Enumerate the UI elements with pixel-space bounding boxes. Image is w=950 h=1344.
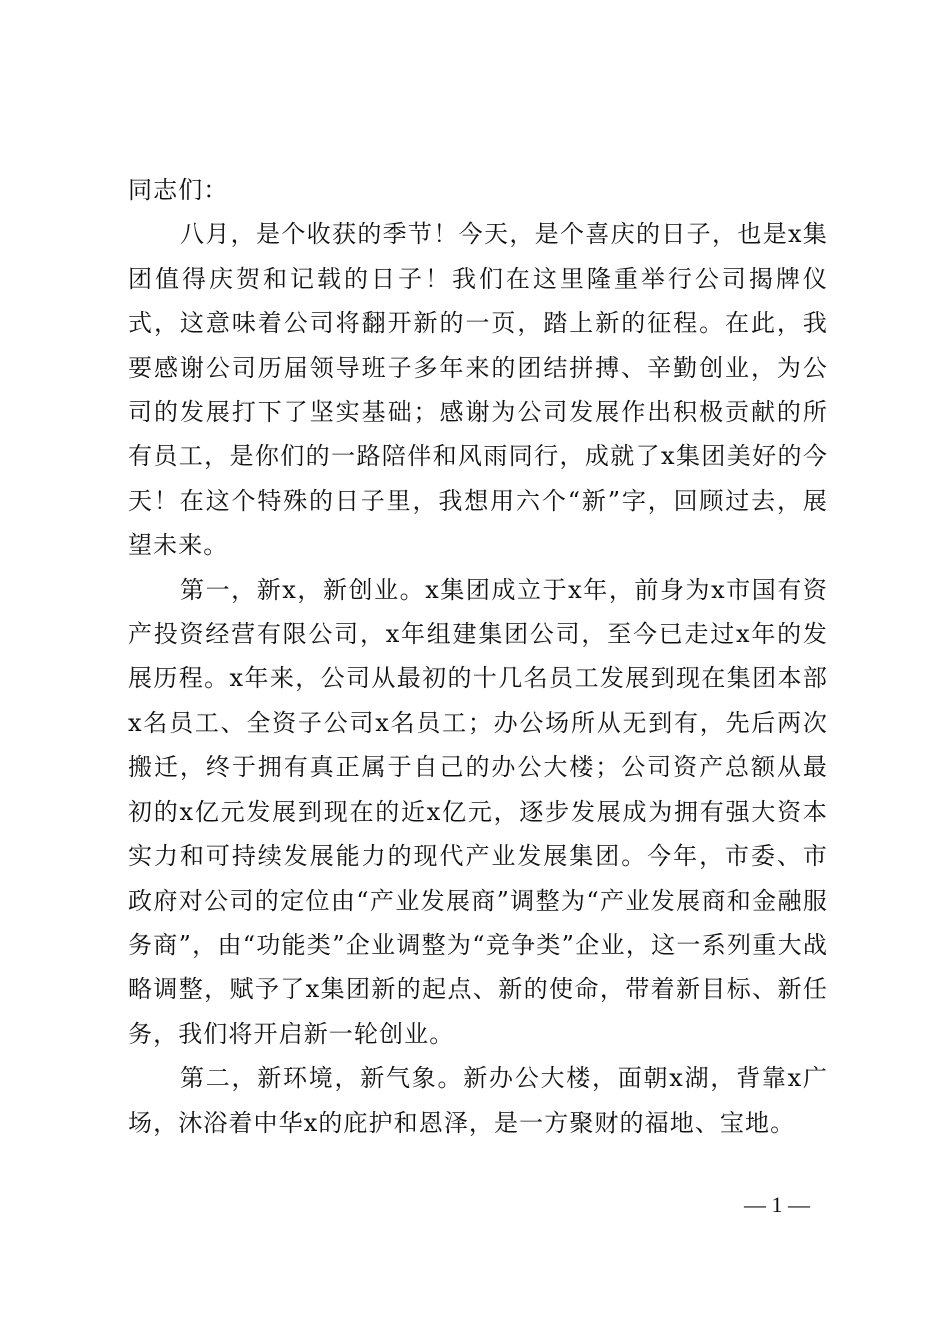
salutation: 同志们： (128, 176, 229, 204)
paragraph-opening: 八月，是个收获的季节！今天，是个喜庆的日子，也是x集团值得庆贺和记载的日子！我们在这里隆重举行公司揭牌仪式，这意味着公司将翻开新的一页，踏上新的征程。在此，我要感谢公司历届领导班子多年来的团结拼搏、辛勤创业，为公司的发展打下了坚实基础；感谢为公司发展作出积极贡献的所有员工，是你们的一路陪伴和风雨同行，成就了x集团美好的今天！在这个特殊的日子里，我想用六个“新”字，回顾过去，展望未来。 (128, 220, 828, 560)
page-number: — 1 — (744, 1192, 810, 1217)
paragraph-second-point: 第二，新环境，新气象。新办公大楼，面朝x湖，背靠x广场，沐浴着中华x的庇护和恩泽，是一方聚财的福地、宝地。 (128, 1064, 828, 1137)
paragraph-first-point: 第一，新x，新创业。x集团成立于x年，前身为x市国有资产投资经营有限公司，x年组建集团公司，至今已走过x年的发展历程。x年来，公司从最初的十几名员工发展到现在集团本部x名员工、全资子公司x名员工；办公场所从无到有，先后两次搬迁，终于拥有真正属于自己的办公大楼；公司资产总额从最初的x亿元发展到现在的近x亿元，逐步发展成为拥有强大资本实力和可持续发展能力的现代产业发展集团。今年，市委、市政府对公司的定位由“产业发展商”调整为“产业发展商和金融服务商”，由“功能类”企业调整为“竞争类”企业，这一系列重大战略调整，赋予了x集团新的起点、新的使命，带着新目标、新任务，我们将开启新一轮创业。 (128, 575, 828, 1048)
speech-body (128, 168, 828, 1145)
